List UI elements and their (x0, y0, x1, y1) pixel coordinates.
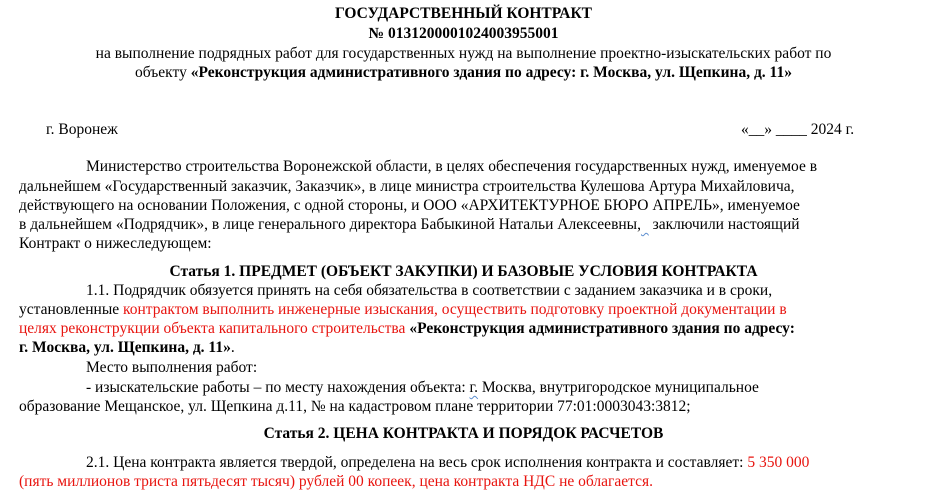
place-line1-end: Москва, внутригородское муниципальное (478, 379, 759, 396)
place-line1-start: - изыскательские работы – по месту нахождения объекта: (86, 379, 470, 396)
article2-price-number: 5 350 000 (747, 454, 810, 471)
preamble-line4 (19, 215, 800, 236)
article1-p1-line2-red: контрактом выполнить инженерные изыскания, осуществить подготовку проектной документации в (123, 301, 787, 318)
article1-p1-line2-black: установленные (19, 301, 124, 318)
article1-p1-line4-end: . (230, 339, 235, 356)
preamble-line4-start: в дальнейшем «Подрядчик», в лице генерального директора Бабыкиной Натальи Алексеевны, (19, 216, 641, 233)
article1-p1-line3 (19, 319, 795, 340)
article1-p1-line3-bold: «Реконструкция административного здания по адресу: (409, 320, 795, 337)
subject-object-name: «Реконструкция административного здания по адресу: г. Москва, ул. Щепкина, д. 11» (190, 64, 792, 81)
article2-price-in-words: (пять миллионов триста пятьдесят тысяч) рублей 00 копеек, цена контракта НДС не облагается. (19, 473, 653, 490)
preamble-line4-end: заключили настоящий (648, 216, 800, 233)
preamble-line5: Контракт о нижеследующем: (19, 235, 212, 252)
place-line1-city-abbr: г. (469, 379, 479, 396)
contract-title: ГОСУДАРСТВЕННЫЙ КОНТРАКТ (334, 5, 593, 22)
article1-p1-line1-text: 1.1. Подрядчик обязуется принять на себя обязательства в соответствии с заданием заказчика и в сроки, (86, 282, 773, 299)
article1-p1-line4 (19, 338, 235, 359)
contract-number: № 0131200001024003955001 (368, 25, 559, 42)
contract-subject-line1: на выполнение подрядных работ для государственных нужд на выполнение проектно-изыскательских работ по (95, 45, 832, 62)
contract-date: «__» ____ 2024 г. (741, 121, 855, 138)
place-of-work-label: Место выполнения работ: (86, 359, 258, 376)
article1-heading: Статья 1. ПРЕДМЕТ (ОБЪЕКТ ЗАКУПКИ) И БАЗОВЫЕ УСЛОВИЯ КОНТРАКТА (169, 263, 758, 280)
article2-p1-line1 (86, 453, 809, 474)
preamble-line1: Министерство строительства Воронежской области, в целях обеспечения государственных нужд, именуемое в (86, 158, 818, 175)
article1-p1-line2 (19, 300, 787, 321)
place-of-work-line2: образование Мещанское, ул. Щепкина д.11, № на кадастровом плане территории 77:01:0003043:3812; (19, 398, 691, 415)
article1-p1-line3-red: целях реконструкции объекта капитального строительства (19, 320, 410, 337)
subject-prefix: объекту (135, 64, 191, 81)
preamble-line2: дальнейшем «Государственный заказчик, Заказчик», в лице министра строительства Кулешова Артура Михайловича, (19, 178, 795, 195)
contract-subject-line2 (0, 63, 927, 84)
article1-p1-line1 (86, 281, 907, 302)
article2-heading: Статья 2. ЦЕНА КОНТРАКТА И ПОРЯДОК РАСЧЕТОВ (263, 425, 664, 442)
article1-p1-line4-bold: г. Москва, ул. Щепкина, д. 11» (19, 339, 231, 356)
place-of-work-line1 (86, 378, 759, 399)
article2-p1-line1-black: 2.1. Цена контракта является твердой, определена на весь срок исполнения контракта и составляет: (86, 454, 748, 471)
spellcheck-mark (641, 216, 649, 233)
preamble-line3: действующего на основании Положения, с одной стороны, и ООО «АРХИТЕКТУРНОЕ БЮРО АПРЕЛЬ», именуемое (19, 197, 800, 214)
contract-city: г. Воронеж (46, 121, 118, 138)
